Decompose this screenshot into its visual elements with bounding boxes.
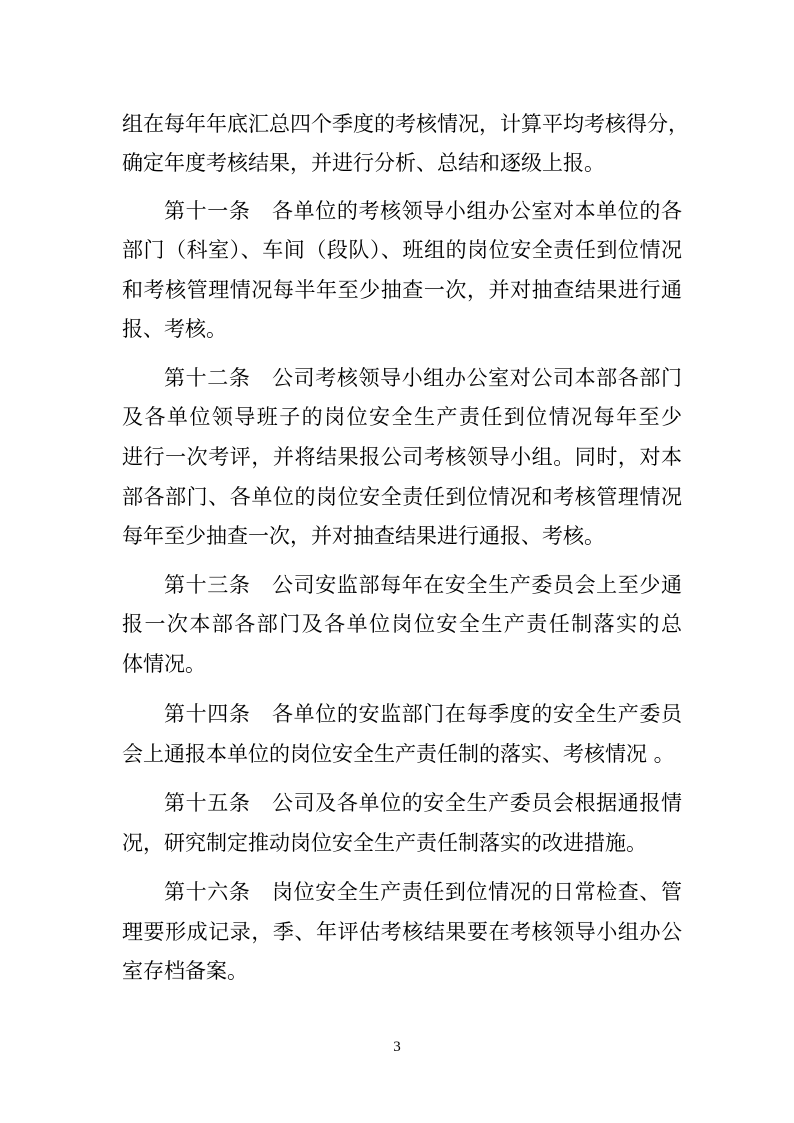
text-line: 第十四条 各单位的安监部门在每季度的安全生产委员: [164, 702, 682, 726]
text-line: 报一次本部各部门及各单位岗位安全生产责任制落实的总: [122, 612, 682, 636]
page-number: 3: [393, 1039, 401, 1055]
text-line: 体情况。: [122, 652, 206, 676]
text-line: 第十二条 公司考核领导小组办公室对公司本部各部门: [164, 366, 682, 390]
text-line: 第十六条 岗位安全生产责任到位情况的日常检查、管: [164, 880, 682, 904]
text-line: 确定年度考核结果，并进行分析、总结和逐级上报。: [122, 151, 605, 175]
text-line: 第十五条 公司及各单位的安全生产委员会根据通报情: [164, 791, 682, 815]
text-line: 第十三条 公司安监部每年在安全生产委员会上至少通: [164, 573, 682, 597]
text-line: 况，研究制定推动岗位安全生产责任制落实的改进措施。: [122, 831, 647, 855]
text-line: 理要形成记录，季、年评估考核结果要在考核领导小组办公: [122, 920, 682, 944]
text-line: 进行一次考评，并将结果报公司考核领导小组。同时，对本: [122, 445, 682, 469]
text-line: 报、考核。: [122, 317, 227, 341]
text-line: 每年至少抽查一次，并对抽查结果进行通报、考核。: [122, 524, 605, 548]
text-line: 部各部门、各单位的岗位安全责任到位情况和考核管理情况: [122, 485, 682, 509]
text-line: 组在每年年底汇总四个季度的考核情况，计算平均考核得分，: [122, 112, 689, 136]
text-line: 室存档备案。: [122, 959, 248, 983]
text-line: 第十一条 各单位的考核领导小组办公室对本单位的各: [164, 199, 682, 223]
text-line: 部门（科室）、车间（段队）、班组的岗位安全责任到位情况: [122, 238, 682, 262]
text-line: 和考核管理情况每半年至少抽查一次，并对抽查结果进行通: [122, 278, 682, 302]
text-line: 及各单位领导班子的岗位安全生产责任到位情况每年至少: [122, 405, 682, 429]
text-line: 会上通报本单位的岗位安全生产责任制的落实、考核情况 。: [122, 742, 675, 766]
